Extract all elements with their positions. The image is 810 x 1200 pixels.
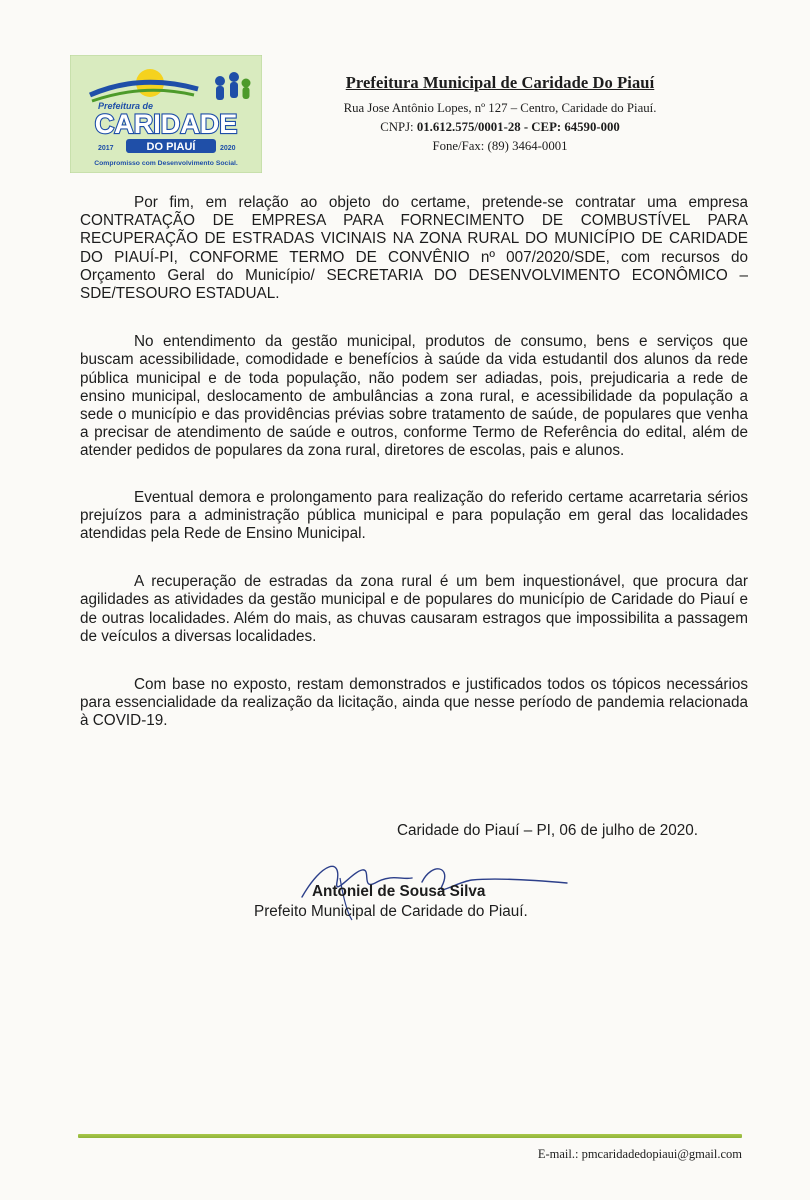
paragraph-recuperacao: A recuperação de estradas da zona rural é um bem inquestionável, que procura dar agilidades as atividades da gestão municipal e de populares do município de Caridade do Piauí e de outras localidades. Além do mais, as chuvas causaram estragos que impossibilita a passagem de veículos a diversas localidades. xyxy=(80,573,748,645)
document-body xyxy=(80,194,748,761)
footer-email: E-mail.: pmcaridadedopiaui@gmail.com xyxy=(537,1147,742,1161)
paragraph-entendimento: No entendimento da gestão municipal, produtos de consumo, bens e serviços que buscam acessibilidade, comodidade e benefícios à saúde da vida estudantil dos alunos da rede pública municipal e de toda população, não podem ser adiadas, pois, prejudicaria a rede de ensino municipal, deslocamento de ambulâncias a zona rural, e acessibilidade da população a sede o município e das providências prévias sobre tratamento de saúde, de populares que venha a precisar de atendimento de saúde e outros, conforme Termo de Referência do edital, além de atender pedidos de populares da zona rural, diretores de escolas, pais e alunos. xyxy=(80,333,748,460)
footer-divider xyxy=(78,1134,742,1138)
signer-name: Antoniel de Sousa Silva xyxy=(312,883,486,900)
paragraph-demora: Eventual demora e prolongamento para realização do referido certame acarretaria sérios prejuízos para a administração pública municipal e para população em geral das localidades atendidas pela Rede de Ensino Municipal. xyxy=(80,488,748,543)
logo-top-text: Prefeitura de xyxy=(98,101,154,111)
letterhead-cnpj-line xyxy=(300,118,700,137)
letterhead-title: Prefeitura Municipal de Caridade Do Piauí xyxy=(345,73,655,92)
paragraph-conclusao: Com base no exposto, restam demonstrados e justificados todos os tópicos necessários para essencialidade da realização da licitação, ainda que nesse período de pandemia relacionada à COVID-19. xyxy=(80,676,748,730)
cnpj-label: CNPJ: xyxy=(380,120,414,134)
letterhead xyxy=(300,73,700,156)
logo-sub-text: DO PIAUÍ xyxy=(146,141,196,153)
municipality-logo xyxy=(70,55,262,173)
paragraph-objeto: Por fim, em relação ao objeto do certame, pretende-se contratar uma empresa CONTRATAÇÃO DE EMPRESA PARA FORNECIMENTO DE COMBUSTÍVEL PARA RECUPERAÇÃO DE ESTRADAS VICINAIS NA ZONA RURAL DO MUNICÍPIO DE CARIDADE DO PIAUÍ-PI, CONFORME TERMO DE CONVÊNIO nº 007/2020/SDE, com recursos do Orçamento Geral do Município/ SECRETARIA DO DESENVOLVIMENTO ECONÔMICO – SDE/TESOURO ESTADUAL. xyxy=(80,194,748,303)
logo-tagline: Compromisso com Desenvolvimento Social. xyxy=(94,160,238,167)
date-line: Caridade do Piauí – PI, 06 de julho de 2020. xyxy=(397,822,699,839)
cnpj-value: 01.612.575/0001-28 xyxy=(416,120,521,134)
signer-role: Prefeito Municipal de Caridade do Piauí. xyxy=(254,903,528,920)
cep-label: - CEP: xyxy=(523,120,562,134)
letterhead-phone: Fone/Fax: (89) 3464-0001 xyxy=(432,139,568,153)
cep-value: 64590-000 xyxy=(564,120,620,134)
letterhead-address: Rua Jose Antônio Lopes, nº 127 – Centro, Caridade do Piauí. xyxy=(343,101,657,115)
logo-main-text: CARIDADE xyxy=(94,109,238,139)
logo-year-end: 2020 xyxy=(220,145,236,152)
logo-year-start: 2017 xyxy=(98,145,114,152)
signature-block xyxy=(254,882,594,922)
